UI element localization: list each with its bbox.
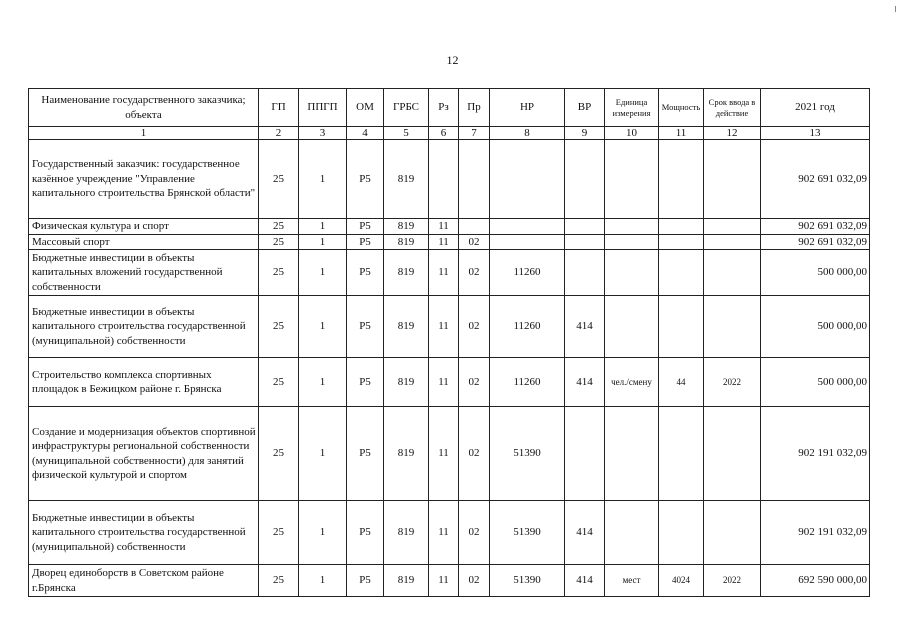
- row-gp: 25: [259, 358, 299, 407]
- table-row: [29, 501, 870, 565]
- row-vr: [565, 234, 605, 250]
- row-ppgp: 1: [299, 296, 347, 358]
- row-gp: 25: [259, 296, 299, 358]
- column-number: 6: [429, 127, 459, 140]
- row-gp: 25: [259, 501, 299, 565]
- row-ppgp: 1: [299, 501, 347, 565]
- row-name: Бюджетные инвестиции в объекты капитального строительства государственной (муниципальной) собственности: [29, 501, 259, 565]
- row-amount: 500 000,00: [761, 296, 870, 358]
- row-amount: 902 191 032,09: [761, 407, 870, 501]
- row-vr: [565, 140, 605, 219]
- row-name: Физическая культура и спорт: [29, 219, 259, 235]
- row-vr: [565, 250, 605, 296]
- column-number: 9: [565, 127, 605, 140]
- row-amount: 902 691 032,09: [761, 219, 870, 235]
- table-row: [29, 234, 870, 250]
- row-power: [659, 219, 704, 235]
- row-power: [659, 140, 704, 219]
- row-nr: 51390: [490, 501, 565, 565]
- row-om: Р5: [347, 358, 384, 407]
- row-grbs: 819: [384, 140, 429, 219]
- header-om: ОМ: [347, 89, 384, 127]
- table-row: [29, 358, 870, 407]
- column-number: 10: [605, 127, 659, 140]
- scan-edge-mark: [895, 6, 896, 12]
- row-nr: 11260: [490, 296, 565, 358]
- row-vr: [565, 407, 605, 501]
- row-om: Р5: [347, 407, 384, 501]
- row-grbs: 819: [384, 501, 429, 565]
- row-grbs: 819: [384, 250, 429, 296]
- table-row: [29, 407, 870, 501]
- row-vr: [565, 219, 605, 235]
- table-row: [29, 250, 870, 296]
- column-number: 13: [761, 127, 870, 140]
- table-row: [29, 219, 870, 235]
- row-ppgp: 1: [299, 407, 347, 501]
- row-grbs: 819: [384, 296, 429, 358]
- row-nr: [490, 234, 565, 250]
- row-nr: [490, 219, 565, 235]
- row-rz: 11: [429, 407, 459, 501]
- row-gp: 25: [259, 140, 299, 219]
- row-gp: 25: [259, 250, 299, 296]
- row-ppgp: 1: [299, 358, 347, 407]
- row-om: Р5: [347, 565, 384, 597]
- row-name: Массовый спорт: [29, 234, 259, 250]
- row-pr: [459, 140, 490, 219]
- row-name: Государственный заказчик: государственное казённое учреждение "Управление капитального строительства Брянской области": [29, 140, 259, 219]
- row-grbs: 819: [384, 565, 429, 597]
- budget-table: [28, 88, 870, 597]
- row-rz: [429, 140, 459, 219]
- row-term: [704, 219, 761, 235]
- row-vr: 414: [565, 565, 605, 597]
- row-power: [659, 250, 704, 296]
- row-om: Р5: [347, 234, 384, 250]
- row-pr: [459, 219, 490, 235]
- row-pr: 02: [459, 565, 490, 597]
- row-nr: 51390: [490, 565, 565, 597]
- header-name: Наименование государственного заказчика; объекта: [29, 89, 259, 127]
- row-term: [704, 407, 761, 501]
- header-year: 2021 год: [761, 89, 870, 127]
- row-ppgp: 1: [299, 234, 347, 250]
- column-number-row: [29, 127, 870, 140]
- row-pr: 02: [459, 250, 490, 296]
- row-gp: 25: [259, 565, 299, 597]
- header-power: Мощность: [659, 89, 704, 127]
- row-nr: 11260: [490, 358, 565, 407]
- row-power: [659, 234, 704, 250]
- row-rz: 11: [429, 565, 459, 597]
- header-pr: Пр: [459, 89, 490, 127]
- row-amount: 902 691 032,09: [761, 140, 870, 219]
- row-term: [704, 234, 761, 250]
- row-unit: [605, 219, 659, 235]
- header-unit: Единица измерения: [605, 89, 659, 127]
- row-vr: 414: [565, 296, 605, 358]
- row-power: 4024: [659, 565, 704, 597]
- column-number: 5: [384, 127, 429, 140]
- row-gp: 25: [259, 407, 299, 501]
- column-number: 11: [659, 127, 704, 140]
- row-term: [704, 250, 761, 296]
- row-grbs: 819: [384, 407, 429, 501]
- column-number: 12: [704, 127, 761, 140]
- row-unit: мест: [605, 565, 659, 597]
- row-nr: [490, 140, 565, 219]
- row-amount: 500 000,00: [761, 358, 870, 407]
- row-name: Бюджетные инвестиции в объекты капитального строительства государственной (муниципальной) собственности: [29, 296, 259, 358]
- column-number: 4: [347, 127, 384, 140]
- row-unit: [605, 501, 659, 565]
- row-name: Строительство комплекса спортивных площадок в Бежицком районе г. Брянска: [29, 358, 259, 407]
- header-gp: ГП: [259, 89, 299, 127]
- row-om: Р5: [347, 140, 384, 219]
- column-number: 8: [490, 127, 565, 140]
- row-pr: 02: [459, 234, 490, 250]
- row-term: [704, 140, 761, 219]
- row-amount: 902 691 032,09: [761, 234, 870, 250]
- row-term: 2022: [704, 565, 761, 597]
- row-rz: 11: [429, 296, 459, 358]
- row-pr: 02: [459, 358, 490, 407]
- row-om: Р5: [347, 296, 384, 358]
- row-gp: 25: [259, 219, 299, 235]
- row-ppgp: 1: [299, 250, 347, 296]
- row-om: Р5: [347, 501, 384, 565]
- row-grbs: 819: [384, 358, 429, 407]
- row-om: Р5: [347, 250, 384, 296]
- row-power: [659, 296, 704, 358]
- column-number: 1: [29, 127, 259, 140]
- row-name: Дворец единоборств в Советском районе г.Брянска: [29, 565, 259, 597]
- row-name: Создание и модернизация объектов спортивной инфраструктуры региональной собственности (муниципальной собственности) для занятий физической культурой и спортом: [29, 407, 259, 501]
- row-term: 2022: [704, 358, 761, 407]
- row-grbs: 819: [384, 219, 429, 235]
- row-amount: 692 590 000,00: [761, 565, 870, 597]
- row-unit: [605, 407, 659, 501]
- row-rz: 11: [429, 358, 459, 407]
- page-number: 12: [446, 53, 459, 67]
- row-pr: 02: [459, 407, 490, 501]
- header-term: Срок ввода в действие: [704, 89, 761, 127]
- row-amount: 902 191 032,09: [761, 501, 870, 565]
- header-ppgp: ППГП: [299, 89, 347, 127]
- table-row: [29, 565, 870, 597]
- row-pr: 02: [459, 501, 490, 565]
- row-nr: 51390: [490, 407, 565, 501]
- row-gp: 25: [259, 234, 299, 250]
- row-ppgp: 1: [299, 565, 347, 597]
- row-pr: 02: [459, 296, 490, 358]
- row-rz: 11: [429, 250, 459, 296]
- row-name: Бюджетные инвестиции в объекты капитальных вложений государственной собственности: [29, 250, 259, 296]
- row-rz: 11: [429, 501, 459, 565]
- row-unit: чел./смену: [605, 358, 659, 407]
- row-unit: [605, 296, 659, 358]
- row-rz: 11: [429, 219, 459, 235]
- column-number: 3: [299, 127, 347, 140]
- row-amount: 500 000,00: [761, 250, 870, 296]
- row-term: [704, 296, 761, 358]
- row-unit: [605, 234, 659, 250]
- header-nr: НР: [490, 89, 565, 127]
- column-number: 7: [459, 127, 490, 140]
- row-power: [659, 407, 704, 501]
- row-grbs: 819: [384, 234, 429, 250]
- row-vr: 414: [565, 358, 605, 407]
- row-ppgp: 1: [299, 219, 347, 235]
- row-term: [704, 501, 761, 565]
- header-vr: ВР: [565, 89, 605, 127]
- column-number: 2: [259, 127, 299, 140]
- row-rz: 11: [429, 234, 459, 250]
- table-row: [29, 296, 870, 358]
- row-ppgp: 1: [299, 140, 347, 219]
- table-header-row: [29, 89, 870, 127]
- row-power: 44: [659, 358, 704, 407]
- table-row: [29, 140, 870, 219]
- row-unit: [605, 250, 659, 296]
- row-vr: 414: [565, 501, 605, 565]
- row-om: Р5: [347, 219, 384, 235]
- header-rz: Рз: [429, 89, 459, 127]
- header-grbs: ГРБС: [384, 89, 429, 127]
- row-unit: [605, 140, 659, 219]
- row-nr: 11260: [490, 250, 565, 296]
- row-power: [659, 501, 704, 565]
